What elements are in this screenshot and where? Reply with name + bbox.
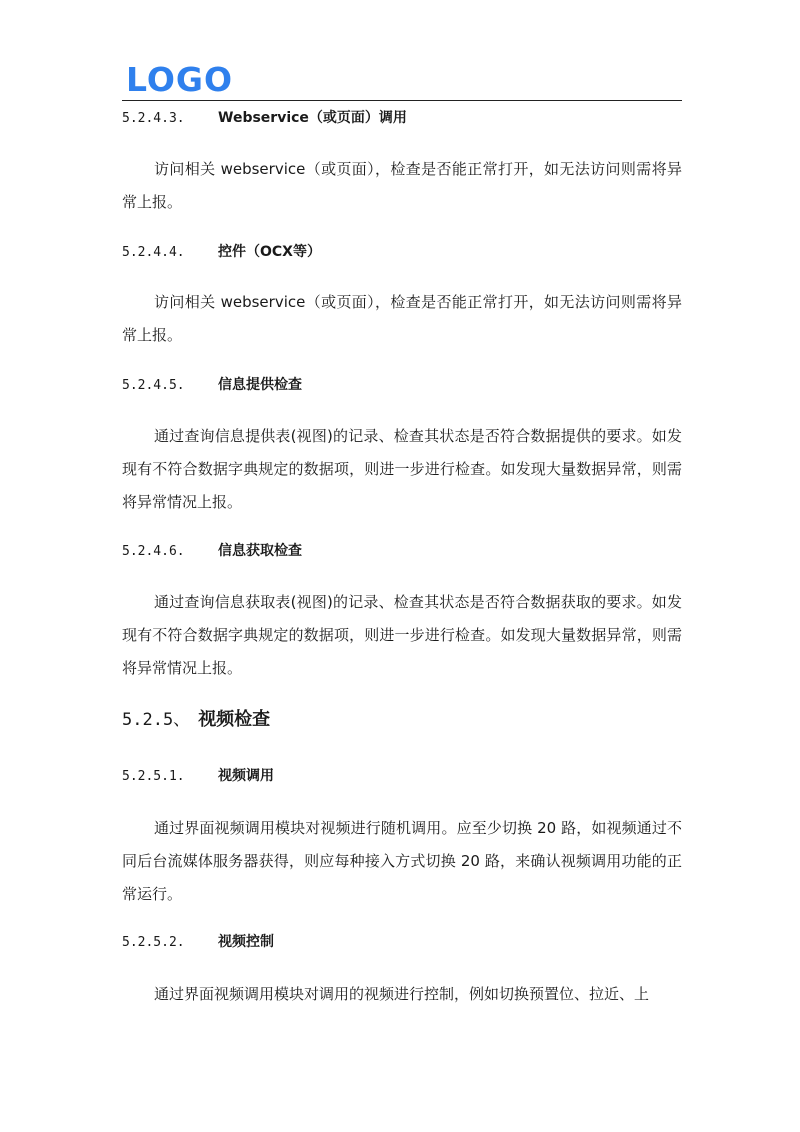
- section-heading-5-2-4-3: [122, 107, 407, 129]
- paragraph: 访问相关 webservice（或页面），检查是否能正常打开，如无法访问则需将异常上报。: [122, 160, 682, 211]
- chapter-title: 视频检查: [198, 709, 271, 730]
- section-heading-5-2-4-4: [122, 241, 321, 263]
- chapter-number: 5.2.5、: [122, 710, 191, 730]
- paragraph: 通过界面视频调用模块对视频进行随机调用。应至少切换 20 路，如视频通过不同后台流媒体服务器获得，则应每种接入方式切换 20 路，来确认视频调用功能的正常运行。: [122, 819, 682, 903]
- section-heading-5-2-4-5: [122, 374, 302, 396]
- section-number: 5.2.4.6.: [122, 544, 185, 559]
- section-heading-5-2-5-2: [122, 931, 274, 953]
- section-title: 控件（OCX等）: [218, 244, 321, 260]
- section-number: 5.2.4.5.: [122, 378, 185, 393]
- logo: LOGO: [126, 60, 234, 99]
- section-heading-5-2-5-1: [122, 765, 274, 787]
- section-number: 5.2.4.3.: [122, 111, 185, 126]
- section-title: 视频控制: [218, 934, 274, 950]
- section-heading-5-2-4-6: [122, 540, 302, 562]
- section-number: 5.2.5.2.: [122, 935, 185, 950]
- section-title: Webservice（或页面）调用: [218, 110, 407, 126]
- section-title: 信息提供检查: [218, 377, 302, 393]
- section-number: 5.2.4.4.: [122, 245, 185, 260]
- paragraph: 通过查询信息获取表(视图)的记录、检查其状态是否符合数据获取的要求。如发现有不符合数据字典规定的数据项，则进一步进行检查。如发现大量数据异常，则需将异常情况上报。: [122, 593, 682, 677]
- section-number: 5.2.5.1.: [122, 769, 185, 784]
- section-title: 视频调用: [218, 768, 274, 784]
- section-title: 信息获取检查: [218, 543, 302, 559]
- paragraph: 访问相关 webservice（或页面），检查是否能正常打开，如无法访问则需将异常上报。: [122, 293, 682, 344]
- paragraph: 通过界面视频调用模块对调用的视频进行控制，例如切换预置位、拉近、上: [154, 985, 650, 1003]
- page-header: [122, 62, 682, 102]
- paragraph: 通过查询信息提供表(视图)的记录、检查其状态是否符合数据提供的要求。如发现有不符合数据字典规定的数据项，则进一步进行检查。如发现大量数据异常，则需将异常情况上报。: [122, 427, 682, 511]
- header-divider: [122, 100, 682, 101]
- chapter-heading-5-2-5: [122, 707, 270, 733]
